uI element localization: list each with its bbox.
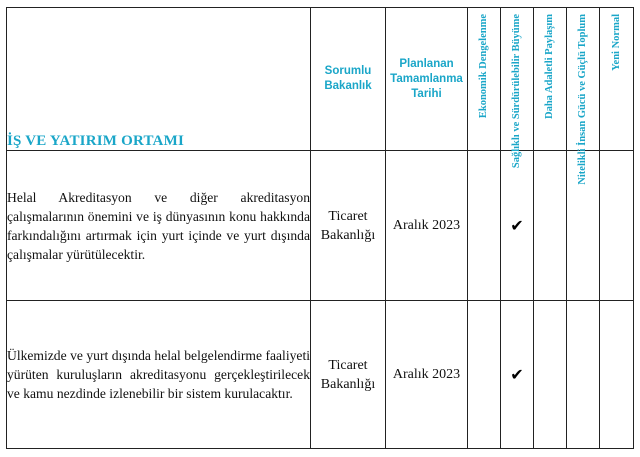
row-description: Helal Akreditasyon ve diğer akreditasyon çalışmalarının önemini ve iş dünyasının konu hakkında farkındalığını artırmak için yurt içinde ve yurt dışında çalışmalar yürütülecektir. — [7, 151, 311, 301]
row-mark-fair-share — [534, 301, 567, 449]
axis-header-economic: Ekonomik Dengelenme — [468, 8, 501, 151]
row-description: Ülkemizde ve yurt dışında helal belgelendirme faaliyeti yürüten kuruluşların akreditasyonu gerçekleştirilecek ve kamu nezdinde izlenebilir bir sistem kurulacaktır. — [7, 301, 311, 449]
header-row — [7, 8, 634, 151]
row-date: Aralık 2023 — [386, 301, 468, 449]
row-mark-fair-share — [534, 151, 567, 301]
row-mark-economic — [468, 301, 501, 449]
row-mark-growth: ✔ — [501, 151, 534, 301]
axis-header-growth: Sağlıklı ve Sürdürülebilir Büyüme — [501, 8, 534, 151]
row-mark-workforce — [567, 301, 600, 449]
axis-header-fair-share: Daha Adaletli Paylaşım — [534, 8, 567, 151]
table-row — [7, 151, 634, 301]
row-ministry: Ticaret Bakanlığı — [311, 151, 386, 301]
row-date: Aralık 2023 — [386, 151, 468, 301]
row-mark-growth: ✔ — [501, 301, 534, 449]
table-row — [7, 301, 634, 449]
date-header: Planlanan Tamamlanma Tarihi — [386, 8, 468, 151]
row-mark-new-normal — [600, 151, 634, 301]
row-ministry: Ticaret Bakanlığı — [311, 301, 386, 449]
axis-header-workforce: Nitelikli İnsan Gücü ve Güçlü Toplum — [567, 8, 600, 151]
row-mark-new-normal — [600, 301, 634, 449]
action-plan-table — [6, 7, 634, 449]
section-title: İŞ VE YATIRIM ORTAMI — [7, 8, 311, 151]
ministry-header: Sorumlu Bakanlık — [311, 8, 386, 151]
row-mark-economic — [468, 151, 501, 301]
axis-header-new-normal: Yeni Normal — [600, 8, 634, 151]
